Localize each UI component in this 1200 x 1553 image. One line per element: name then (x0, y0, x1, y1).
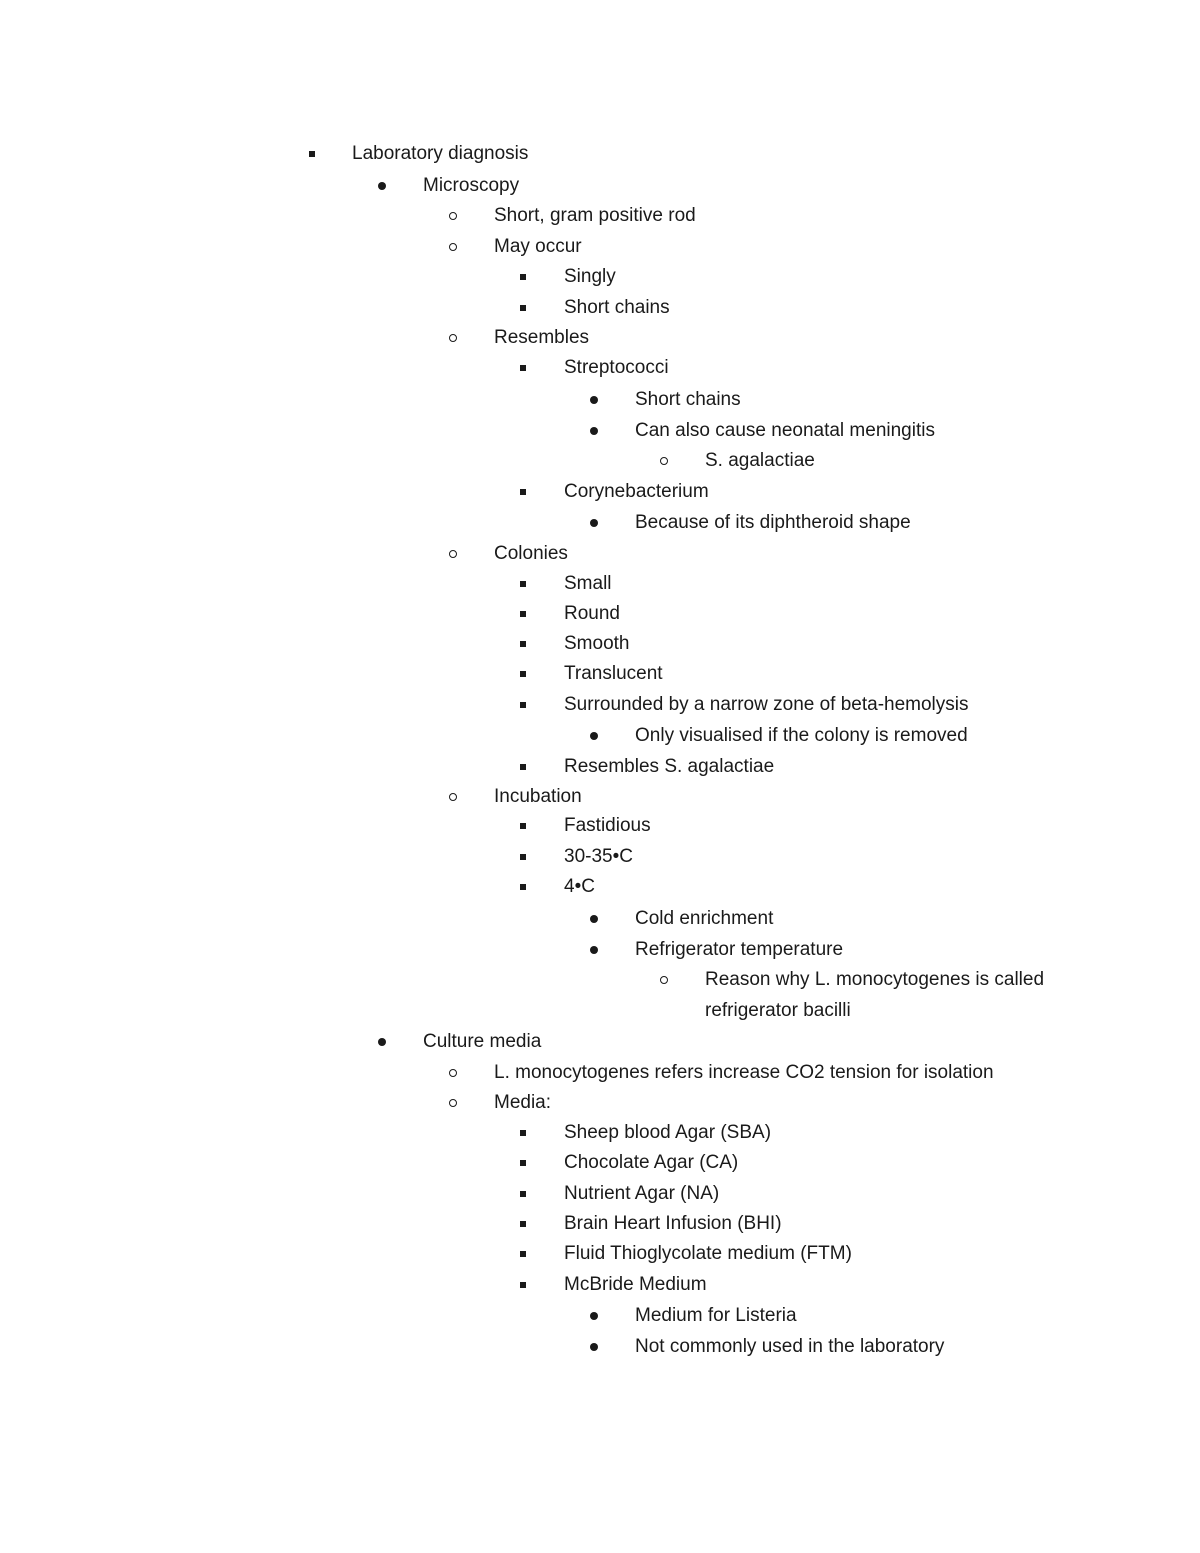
outline-item-text: Refrigerator temperature (635, 939, 844, 960)
outline-item-text: May occur (494, 236, 582, 257)
outline-item-level-3 (0, 569, 1200, 599)
outline-item-level-2 (0, 201, 1200, 231)
outline-item-text: Short chains (635, 389, 741, 410)
square-bullet-icon (513, 842, 533, 872)
square-bullet-icon (513, 353, 533, 383)
outline-item-text: Corynebacterium (564, 481, 709, 502)
hollow-circle-bullet-icon (443, 1088, 463, 1118)
outline-item-text: Fluid Thioglycolate medium (FTM) (564, 1243, 852, 1264)
square-bullet-icon (513, 752, 533, 782)
square-bullet-icon (513, 1179, 533, 1209)
dot-bullet-icon (372, 171, 392, 201)
outline-item-level-3 (0, 690, 1200, 720)
outline-item-level-1 (0, 171, 1200, 201)
outline-item-text: McBride Medium (564, 1274, 707, 1295)
outline-item-level-1 (0, 1027, 1200, 1057)
square-bullet-icon (513, 811, 533, 841)
outline-item-level-2 (0, 1058, 1200, 1088)
hollow-circle-bullet-icon (654, 965, 674, 995)
dot-bullet-icon (584, 935, 604, 965)
outline-item-level-3 (0, 1118, 1200, 1148)
dot-bullet-icon (584, 1301, 604, 1331)
square-bullet-icon (302, 139, 322, 169)
outline-item-text: L. monocytogenes refers increase CO2 tension for isolation (494, 1062, 994, 1083)
square-bullet-icon (513, 659, 533, 689)
outline-item-level-4 (0, 935, 1200, 965)
outline-item-level-3 (0, 1148, 1200, 1178)
outline-item-level-2 (0, 232, 1200, 262)
outline-item-level-2 (0, 1088, 1200, 1118)
hollow-circle-bullet-icon (443, 1058, 463, 1088)
outline-item-text: Resembles S. agalactiae (564, 756, 775, 777)
outline-item-level-3 (0, 629, 1200, 659)
outline-item-text: Media: (494, 1092, 552, 1113)
outline-item-text: Incubation (494, 786, 582, 807)
outline-item-text: Laboratory diagnosis (352, 143, 529, 164)
outline-item-text: Microscopy (423, 175, 520, 196)
square-bullet-icon (513, 1209, 533, 1239)
square-bullet-icon (513, 1239, 533, 1269)
outline-item-text: Because of its diphtheroid shape (635, 512, 911, 533)
outline-item-text: Streptococci (564, 357, 669, 378)
dot-bullet-icon (584, 508, 604, 538)
outline-item-level-3 (0, 752, 1200, 782)
outline-item-level-3 (0, 293, 1200, 323)
square-bullet-icon (513, 629, 533, 659)
outline-item-text: Round (564, 603, 620, 624)
outline-item-text: Medium for Listeria (635, 1305, 797, 1326)
outline-item-text: Surrounded by a narrow zone of beta-hemolysis (564, 694, 969, 715)
square-bullet-icon (513, 477, 533, 507)
dot-bullet-icon (584, 416, 604, 446)
outline-item-level-4 (0, 721, 1200, 751)
outline-item-text: Chocolate Agar (CA) (564, 1152, 739, 1173)
outline-item-text: Short chains (564, 297, 670, 318)
outline-item-level-3 (0, 872, 1200, 902)
outline-item-level-5 (0, 965, 1200, 995)
outline-item-text: Only visualised if the colony is removed (635, 725, 968, 746)
outline-item-level-3 (0, 599, 1200, 629)
square-bullet-icon (513, 690, 533, 720)
outline-item-level-3 (0, 262, 1200, 292)
square-bullet-icon (513, 1148, 533, 1178)
hollow-circle-bullet-icon (443, 232, 463, 262)
outline-item-text: 4•C (564, 876, 595, 897)
outline-item-text: Singly (564, 266, 616, 287)
outline-item-level-3 (0, 1179, 1200, 1209)
outline-item-level-3 (0, 477, 1200, 507)
outline-item-level-3 (0, 1209, 1200, 1239)
outline-item-level-4 (0, 416, 1200, 446)
dot-bullet-icon (584, 1332, 604, 1362)
outline-item-text: Resembles (494, 327, 590, 348)
square-bullet-icon (513, 293, 533, 323)
outline-item-text: Sheep blood Agar (SBA) (564, 1122, 772, 1143)
outline-item-text: Not commonly used in the laboratory (635, 1336, 945, 1357)
square-bullet-icon (513, 1270, 533, 1300)
hollow-circle-bullet-icon (443, 323, 463, 353)
outline-item-text: Colonies (494, 543, 568, 564)
square-bullet-icon (513, 262, 533, 292)
outline-item-text: Culture media (423, 1031, 542, 1052)
outline-item-text: Fastidious (564, 815, 651, 836)
outline-item-text: Nutrient Agar (NA) (564, 1183, 720, 1204)
outline-item-level-2 (0, 539, 1200, 569)
hollow-circle-bullet-icon (443, 782, 463, 812)
outline-item-level-2 (0, 782, 1200, 812)
outline-item-level-3 (0, 659, 1200, 689)
outline-item-level-4 (0, 385, 1200, 415)
square-bullet-icon (513, 1118, 533, 1148)
outline-item-text: refrigerator bacilli (705, 1000, 851, 1021)
dot-bullet-icon (584, 385, 604, 415)
dot-bullet-icon (584, 721, 604, 751)
outline-item-text: S. agalactiae (705, 450, 815, 471)
outline-item-text: Smooth (564, 633, 630, 654)
outline-item-text: Translucent (564, 663, 663, 684)
outline-item-level-5 (0, 996, 1200, 1026)
outline-item-level-5 (0, 446, 1200, 476)
square-bullet-icon (513, 569, 533, 599)
outline-item-text: Can also cause neonatal meningitis (635, 420, 935, 441)
hollow-circle-bullet-icon (443, 201, 463, 231)
square-bullet-icon (513, 872, 533, 902)
outline-item-level-3 (0, 353, 1200, 383)
dot-bullet-icon (372, 1027, 392, 1057)
outline-item-text: Small (564, 573, 612, 594)
outline-item-level-3 (0, 1239, 1200, 1269)
outline-item-level-3 (0, 811, 1200, 841)
hollow-circle-bullet-icon (443, 539, 463, 569)
square-bullet-icon (513, 599, 533, 629)
outline-item-level-4 (0, 904, 1200, 934)
outline-item-text: Short, gram positive rod (494, 205, 696, 226)
outline-item-level-3 (0, 1270, 1200, 1300)
dot-bullet-icon (584, 904, 604, 934)
outline-item-text: Cold enrichment (635, 908, 774, 929)
outline-item-level-0 (0, 139, 1200, 169)
outline-item-text: Brain Heart Infusion (BHI) (564, 1213, 782, 1234)
outline-item-level-4 (0, 1332, 1200, 1362)
outline-item-level-3 (0, 842, 1200, 872)
outline-item-level-2 (0, 323, 1200, 353)
outline-item-text: Reason why L. monocytogenes is called (705, 969, 1045, 990)
outline-item-level-4 (0, 1301, 1200, 1331)
outline-item-text: 30-35•C (564, 846, 633, 867)
outline-item-level-4 (0, 508, 1200, 538)
hollow-circle-bullet-icon (654, 446, 674, 476)
